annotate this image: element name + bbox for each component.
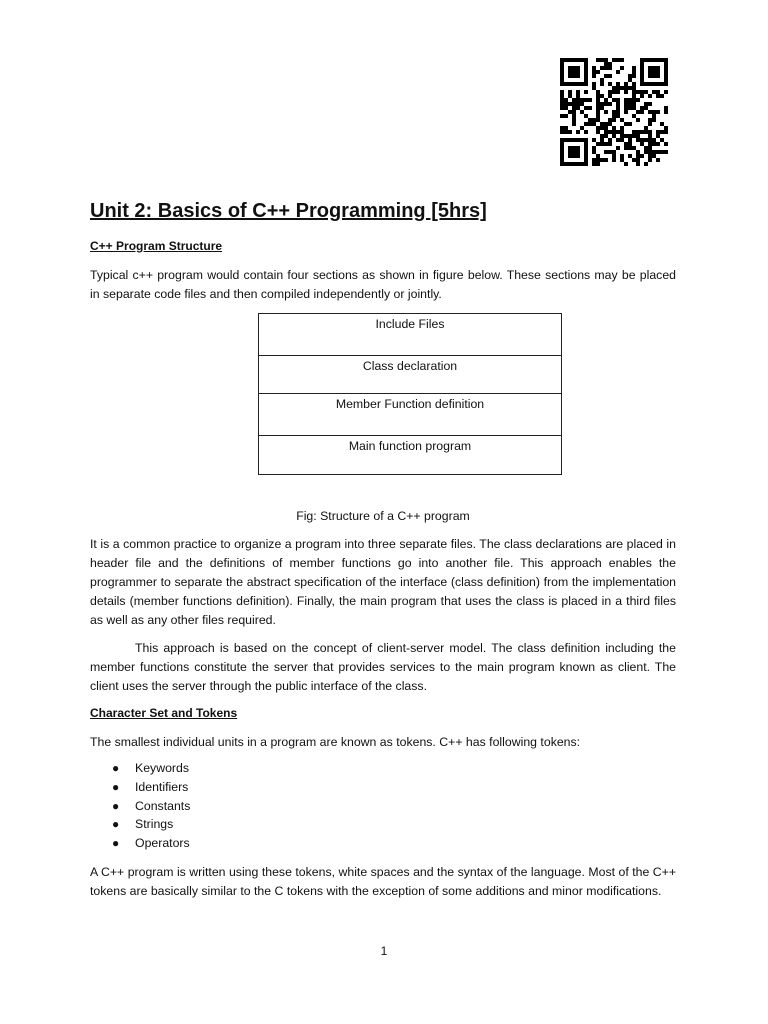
client-server-paragraph: This approach is based on the concept of client-server model. The class definition including the member functions constitute the server that provides services to the main program known as client. The client uses the server through the public interface of the class. (90, 641, 676, 693)
token-label: Constants (135, 798, 191, 813)
tokens-list (90, 759, 676, 853)
program-structure-diagram (258, 313, 562, 475)
program-structure-intro: Typical c++ program would contain four sections as shown in figure below. These sections may be placed in separate code files and then compiled independently or jointly. (90, 268, 676, 301)
figure-caption: Fig: Structure of a C++ program (296, 509, 470, 523)
section-heading-program-structure: C++ Program Structure (90, 239, 223, 253)
bullet-icon: ● (112, 798, 120, 813)
tokens-paragraph: A C++ program is written using these tokens, white spaces and the syntax of the language. Most of the C++ tokens are basically similar to the C tokens with the exception of some additions and minor modifications. (90, 864, 676, 898)
section-heading-character-set: Character Set and Tokens (90, 706, 238, 720)
list-item (90, 797, 676, 816)
tokens-intro: The smallest individual units in a program are known as tokens. C++ has following tokens: (90, 735, 581, 749)
unit-title: Unit 2: Basics of C++ Programming [5hrs] (90, 200, 487, 222)
list-item (90, 834, 676, 853)
structure-row-class-declaration: Class declaration (259, 356, 561, 394)
structure-row-include-files: Include Files (259, 314, 561, 356)
bullet-icon: ● (112, 817, 120, 832)
token-label: Operators (135, 836, 190, 851)
bullet-icon: ● (112, 779, 120, 794)
bullet-icon: ● (112, 836, 120, 851)
qr-code-image (560, 58, 668, 166)
organization-paragraph: It is a common practice to organize a program into three separate files. The class declarations are placed in header file and the definitions of member functions go into another file. This approach enables the programmer to separate the abstract specification of the interface (class definition) from the implementation details (member functions definition). Finally, the main program that uses the class is placed in a third files as well as any other files required. (90, 537, 676, 627)
list-item (90, 778, 676, 797)
page-number: 1 (380, 944, 388, 958)
token-label: Strings (135, 817, 174, 832)
list-item (90, 759, 676, 778)
document-content (90, 198, 676, 910)
bullet-icon: ● (112, 761, 120, 775)
list-item (90, 815, 676, 834)
structure-row-main-function-program: Main function program (348, 439, 472, 453)
token-label: Identifiers (135, 779, 189, 794)
structure-row-member-function-definition: Member Function definition (259, 394, 561, 436)
token-label: Keywords (135, 761, 189, 775)
